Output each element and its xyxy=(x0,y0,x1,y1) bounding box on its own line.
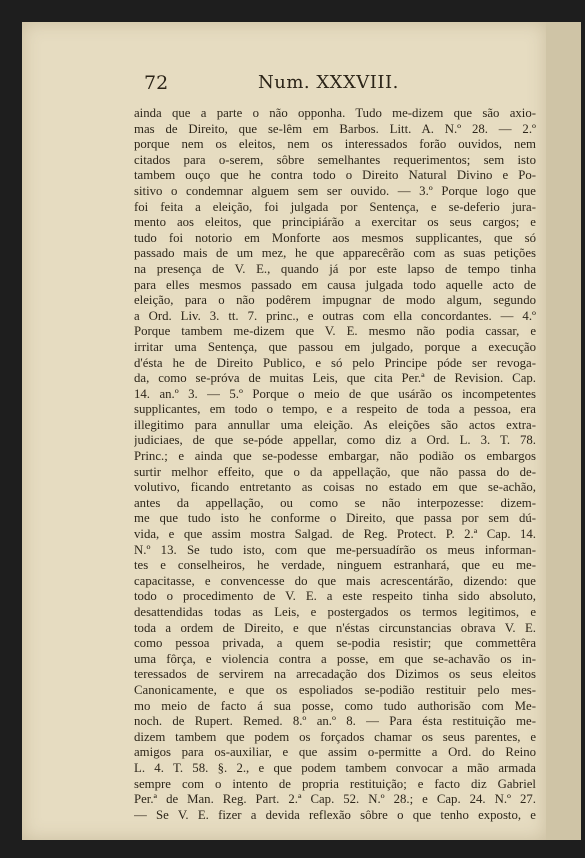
text-line: me que tudo isto he conforme o Direito, que passa por sem dú- xyxy=(134,511,536,526)
text-line: illegitimo para annullar uma eleição. As eleições são actos extra- xyxy=(134,417,536,432)
text-line: amigos para os-auxiliar, e que assim o-permitte a Ord. do Reino xyxy=(134,745,536,760)
text-line: L. 4. T. 58. §. 2., e que podem tambem convocar a mão armada xyxy=(134,760,536,775)
text-line: capacitasse, e convencesse do que mais acrescentárão, dizendo: que xyxy=(134,573,536,588)
text-line: teressados de servirem na arrecadação dos Dizimos os seus eleitos xyxy=(134,667,536,682)
text-line: a Ord. Liv. 3. tt. 7. princ., e outras com ella concordantes. — 4.º xyxy=(134,308,536,323)
text-line: N.º 13. Se tudo isto, com que me-persuadírão os meus informan- xyxy=(134,542,536,557)
running-title: Num. XXXVIII. xyxy=(258,72,399,93)
text-line: eleição, para o não podêrem impugnar de modo algum, segundo xyxy=(134,293,536,308)
text-line: noch. de Rupert. Remed. 8.º an.º 8. — Para ésta restituição me- xyxy=(134,714,536,729)
text-line: desattendidas todas as Leis, e postergados os termos legitimos, e xyxy=(134,605,536,619)
text-line: mento aos eleitos, que principiárão a exercitar os seus cargos; e xyxy=(134,215,536,230)
text-line: toda a ordem de Direito, e que n'éstas circunstancias obrava V. E. xyxy=(134,620,536,635)
text-line: como pessoa privada, a quem se-podia resistir; que commettêra xyxy=(134,636,536,651)
text-line: sitivo o condemnar alguem sem ser ouvido. — 3.º Porque logo que xyxy=(134,183,536,198)
text-line: tambem ouço que he contra todo o Direito Natural Divino e Po- xyxy=(134,168,536,183)
text-line: da, como se-próva de muitas Leis, que cita Per.ª de Revision. Cap. xyxy=(134,371,536,386)
text-line: uma fôrça, e violencia contra a posse, em que se-achavão os in- xyxy=(134,651,536,666)
text-line: todo o procedimento de V. E. a este respeito tinha sido absoluto, xyxy=(134,589,536,604)
text-line: passado mais de um mez, he que apparecêrão com as suas petições xyxy=(134,246,536,261)
text-line: irritar uma Sentença, que passou em julgado, porque a execução xyxy=(134,339,536,354)
text-line: dizem tambem que podem os forçados chamar os seus parentes, e xyxy=(134,729,536,744)
text-line: supplicantes, em todo o tempo, e a respeito de toda a pessoa, era xyxy=(134,402,536,417)
text-line: mas de Direito, que se-lêm em Barbos. Litt. A. N.º 28. — 2.º xyxy=(134,121,536,136)
page-header xyxy=(22,72,546,102)
text-line: judiciaes, de que se-póde appellar, como diz a Ord. L. 3. T. 78. xyxy=(134,433,536,448)
body-text xyxy=(134,106,536,823)
text-line: mo meio de facto á sua posse, como tudo authorisão com Me- xyxy=(134,698,536,713)
text-line: Canonicamente, e que os espoliados se-podião restituir pelo mes- xyxy=(134,682,536,697)
text-line: ainda que a parte o não opponha. Tudo me-dizem que são axio- xyxy=(134,106,536,120)
text-line: sempre com o intento de propria restituição; e facto diz Gabriel xyxy=(134,776,536,791)
text-line: Per.ª de Man. Reg. Part. 2.ª Cap. 52. N.º 28.; e Cap. 24. N.º 27. xyxy=(134,792,536,807)
text-line: foi feita a eleição, foi julgada por Sentença, e se-deferio jura- xyxy=(134,199,536,214)
text-line: volutivo, ficando entretanto as coisas no estado em que se-achão, xyxy=(134,480,536,495)
text-line: — Se V. E. fizer a devida reflexão sôbre o que tenho exposto, e xyxy=(134,807,536,822)
book-page xyxy=(22,22,546,840)
text-line: d'ésta he de Direito Publico, e só pelo Principe póde ser revoga- xyxy=(134,355,536,370)
text-line: surtir melhor effeito, que o da appellação, que não passa do de- xyxy=(134,464,536,479)
text-line: para elles mesmos passado em causa julgada todo aquelle acto de xyxy=(134,277,536,292)
text-line: tes e conselheiros, he verdade, ninguem estranhará, que eu me- xyxy=(134,558,536,573)
text-line: vida, e que assim mostra Salgad. de Reg. Protect. P. 2.ª Cap. 14. xyxy=(134,527,536,542)
text-line: na presença de V. E., quando já por este lapso de tempo tinha xyxy=(134,261,536,276)
text-line: Porque tambem me-dizem que V. E. mesmo não podia cassar, e xyxy=(134,324,536,339)
text-line: porque nem os eleitos, nem os interessados forão ouvidos, nem xyxy=(134,137,536,152)
text-line: tudo foi notorio em Monforte aos mesmos supplicantes, que só xyxy=(134,230,536,245)
text-line: citados para o-serem, sôbre semelhantes requerimentos; sem isto xyxy=(134,152,536,167)
text-line: Princ.; e ainda que se-podesse embargar, não podião os embargos xyxy=(134,449,536,464)
page-edge xyxy=(540,22,581,840)
text-line: 14. an.º 3. — 5.º Porque o meio de que usárão os incompetentes xyxy=(134,386,536,401)
page-number: 72 xyxy=(144,72,169,94)
text-line: antes da appellação, ou como se não interpozesse: dizem- xyxy=(134,495,536,510)
